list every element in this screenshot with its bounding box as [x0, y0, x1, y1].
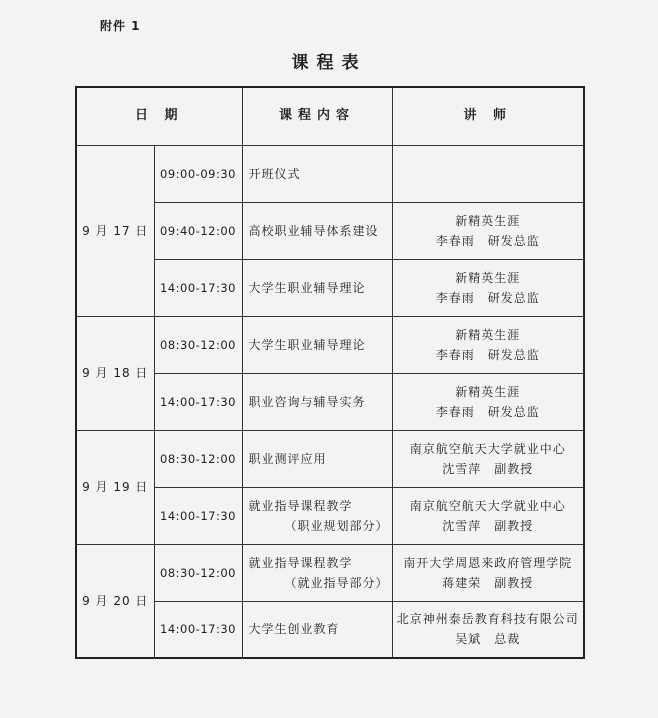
date-cell: 9 月 18 日: [76, 316, 154, 430]
time-cell: 14:00-17:30: [154, 373, 242, 430]
content-cell: [242, 145, 392, 202]
lecturer-cell: [392, 487, 584, 544]
lecturer-line: 李春雨 研发总监: [435, 290, 540, 305]
content-line: 就业指导课程教学: [248, 555, 353, 570]
content-cell: [242, 487, 392, 544]
content-column-header: 课程内容: [242, 87, 392, 145]
lecturer-cell: [392, 544, 584, 601]
session-row: [76, 544, 584, 601]
time-cell: 08:30-12:00: [154, 316, 242, 373]
content-cell: [242, 430, 392, 487]
lecturer-line: 李春雨 研发总监: [435, 404, 540, 419]
date-cell: 9 月 19 日: [76, 430, 154, 544]
date-cell: 9 月 20 日: [76, 544, 154, 658]
lecturer-line: 新精英生涯: [455, 327, 521, 342]
lecturer-line: 沈雪萍 副教授: [442, 461, 534, 476]
lecturer-cell: [392, 202, 584, 259]
content-cell: [242, 544, 392, 601]
time-cell: 14:00-17:30: [154, 601, 242, 658]
content-line: 高校职业辅导体系建设: [248, 223, 379, 238]
time-cell: 09:00-09:30: [154, 145, 242, 202]
content-line: （职业规划部分）: [284, 518, 389, 533]
content-line: 开班仪式: [248, 166, 301, 181]
lecturer-line: 吴斌 总裁: [455, 632, 521, 647]
lecturer-line: 南京航空航天大学就业中心: [409, 498, 566, 513]
lecturer-line: 北京神州泰岳教育科技有限公司: [396, 612, 579, 627]
lecturer-cell: [392, 316, 584, 373]
content-line: 大学生职业辅导理论: [248, 280, 366, 295]
lecturer-cell: [392, 601, 584, 658]
time-cell: 14:00-17:30: [154, 259, 242, 316]
content-line: （就业指导部分）: [284, 575, 389, 590]
lecturer-cell: [392, 430, 584, 487]
header-row: [76, 87, 584, 145]
page-title: 课程表: [291, 53, 367, 73]
content-cell: [242, 373, 392, 430]
lecturer-line: 沈雪萍 副教授: [442, 518, 534, 533]
lecturer-line: 新精英生涯: [455, 270, 521, 285]
lecturer-line: 李春雨 研发总监: [435, 233, 540, 248]
lecturer-column-header: 讲 师: [392, 87, 584, 145]
time-cell: 08:30-12:00: [154, 430, 242, 487]
lecturer-line: 新精英生涯: [455, 213, 521, 228]
lecturer-cell: [392, 373, 584, 430]
time-cell: 14:00-17:30: [154, 487, 242, 544]
lecturer-line: 蒋建荣 副教授: [442, 575, 534, 590]
time-cell: 08:30-12:00: [154, 544, 242, 601]
date-column-header: 日 期: [76, 87, 242, 145]
content-cell: [242, 601, 392, 658]
lecturer-line: 新精英生涯: [455, 384, 521, 399]
session-row: [76, 430, 584, 487]
attachment-label: 附件 1: [100, 19, 141, 33]
session-row: [76, 145, 584, 202]
content-line: 就业指导课程教学: [248, 498, 353, 513]
content-line: 职业咨询与辅导实务: [248, 394, 366, 409]
lecturer-cell: [392, 145, 584, 202]
lecturer-line: 南京航空航天大学就业中心: [409, 441, 566, 456]
session-row: [76, 316, 584, 373]
content-cell: [242, 259, 392, 316]
content-line: 大学生创业教育: [248, 622, 340, 637]
date-cell: 9 月 17 日: [76, 145, 154, 316]
content-cell: [242, 316, 392, 373]
time-cell: 09:40-12:00: [154, 202, 242, 259]
schedule-table: [75, 86, 585, 659]
content-cell: [242, 202, 392, 259]
lecturer-line: 南开大学周恩来政府管理学院: [403, 555, 573, 570]
lecturer-line: 李春雨 研发总监: [435, 347, 540, 362]
schedule-body: [76, 87, 584, 658]
content-line: 大学生职业辅导理论: [248, 337, 366, 352]
lecturer-cell: [392, 259, 584, 316]
content-line: 职业测评应用: [248, 451, 327, 466]
